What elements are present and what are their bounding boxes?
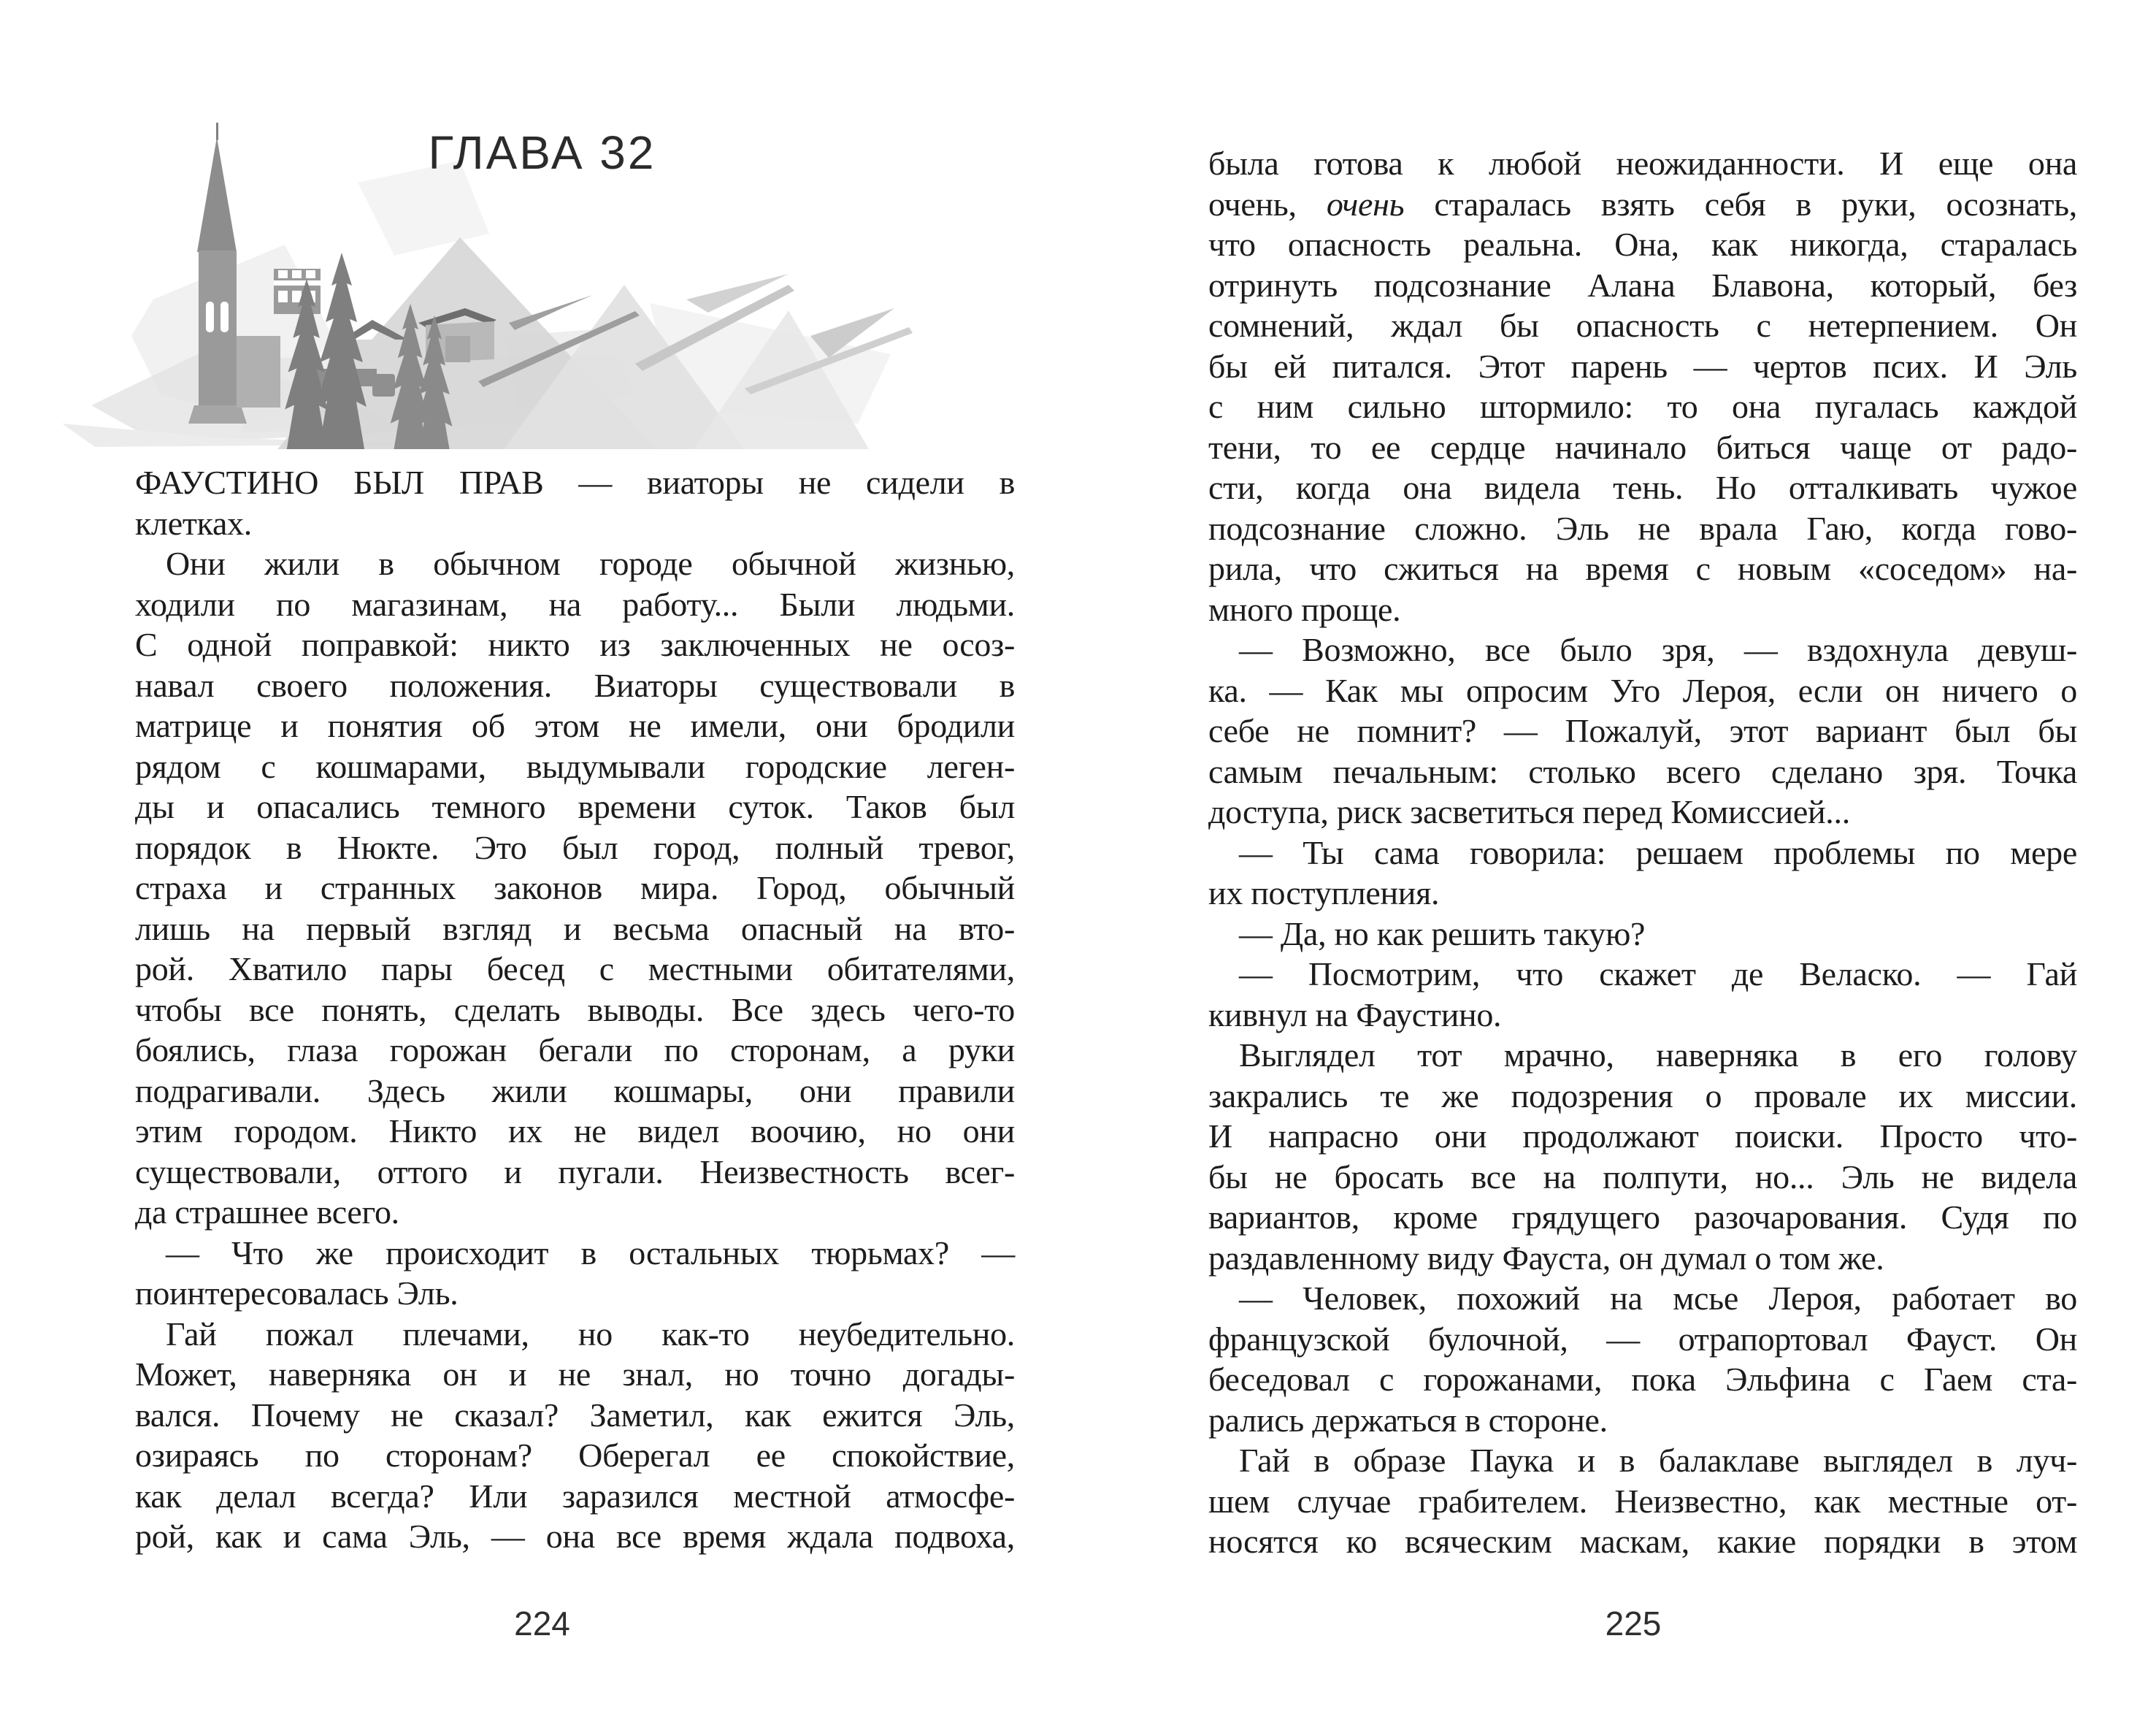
text-line: — Посмотрим, что скажет де Веласко. — Гай (1239, 955, 2077, 992)
text-line: И напрасно они продолжают поиски. Просто что- (1208, 1117, 2077, 1155)
text-line: закрались те же подозрения о провале их миссии. (1208, 1076, 2077, 1114)
text-line: тени, то ее сердце начинало биться чаще от радо- (1208, 428, 2077, 466)
text-line: чтобы все понять, сделать выводы. Все здесь чего-то (135, 990, 1015, 1028)
text-line: самым печальным: столько всего сделано зря. Точка (1208, 752, 2077, 790)
text-line: — Ты сама говорила: решаем проблемы по мере (1239, 833, 2077, 871)
text-line: ды и опасались темного времени суток. Таков был (135, 788, 1015, 825)
text-line: клетках. (135, 504, 252, 542)
text-line: лишь на первый взгляд и весьма опасный на вто- (135, 909, 1015, 947)
text-line: этим городом. Никто их не видел воочию, но они (135, 1112, 1015, 1150)
text-line: раздавленному виду Фауста, он думал о том же. (1208, 1239, 1884, 1277)
text-line: была готова к любой неожиданности. И еще она (1208, 145, 2077, 182)
text-line: да страшнее всего. (135, 1193, 399, 1231)
text-line: подсознание сложно. Эль не врала Гаю, когда гово- (1208, 509, 2077, 547)
text-line: бы ей питался. Этот парень — чертов псих. И Эль (1208, 347, 2077, 385)
text-line: — Да, но как решить такую? (1239, 914, 1646, 952)
page-right (1078, 0, 2156, 1725)
text-line: Они жили в обычном городе обычной жизнью, (166, 545, 1015, 582)
text-line: — Что же происходит в остальных тюрьмах? — (166, 1233, 1015, 1271)
text-line: подрагивали. Здесь жили кошмары, они правили (135, 1071, 1015, 1109)
text-line: очень, очень старалась взять себя в руки, осознать, (1208, 185, 2077, 223)
text-line: себе не помнит? — Пожалуй, этот вариант был бы (1208, 712, 2077, 749)
text-line: существовали, оттого и пугали. Неизвестность всег- (135, 1152, 1015, 1190)
chapter-heading: ГЛАВА 32 (428, 126, 656, 179)
text-line: Выглядел тот мрачно, наверняка в его голову (1239, 1036, 2077, 1074)
text-line: рядом с кошмарами, выдумывали городские леген- (135, 747, 1015, 785)
text-line: вался. Почему не сказал? Заметил, как ежится Эль, (135, 1396, 1015, 1434)
text-line: Гай пожал плечами, но как-то неубедительно. (166, 1315, 1015, 1353)
page-number-left: 224 (514, 1604, 570, 1642)
text-line: сомнений, ждал бы опасность с нетерпением. Он (1208, 307, 2077, 344)
text-line: носятся ко всяческим маскам, какие порядки в этом (1208, 1523, 2077, 1560)
text-line: бы не бросать все на полпути, но... Эль не видела (1208, 1158, 2077, 1196)
text-line: рой. Хватило пары бесед с местными обитателями, (135, 950, 1015, 987)
text-line: их поступления. (1208, 874, 1440, 911)
text-line: что опасность реальна. Она, как никогда, старалась (1208, 226, 2077, 263)
text-line: боялись, глаза горожан бегали по сторонам, а руки (135, 1031, 1015, 1068)
page-left-text (135, 462, 1015, 1557)
text-line: с ним сильно штормило: то она пугалась каждой (1208, 388, 2077, 425)
text-line: страха и странных законов мира. Город, обычный (135, 869, 1015, 906)
text-line: шем случае грабителем. Неизвестно, как местные от- (1208, 1482, 2077, 1520)
text-line: кивнул на Фаустино. (1208, 995, 1502, 1033)
text-line: ходили по магазинам, на работу... Были людьми. (135, 585, 1015, 623)
text-line: ФАУСТИНО БЫЛ ПРАВ — виаторы не сидели в (135, 464, 1015, 501)
text-line: матрице и понятия об этом не имели, они бродили (135, 707, 1015, 744)
text-line: озираясь по сторонам? Оберегал ее спокойствие, (135, 1437, 1015, 1474)
text-line: отринуть подсознание Алана Блавона, который, без (1208, 266, 2077, 304)
page-number-right: 225 (1605, 1604, 1662, 1642)
text-line: французской булочной, — отрапортовал Фауст. Он (1208, 1320, 2077, 1358)
text-line: как делал всегда? Или заразился местной атмосфе- (135, 1477, 1015, 1515)
text-line: беседовал с горожанами, пока Эльфина с Гаем ста- (1208, 1361, 2077, 1398)
text-line: поинтересовалась Эль. (135, 1274, 459, 1312)
text-line: С одной поправкой: никто из заключенных не осоз- (135, 626, 1015, 663)
text-line: сти, когда она видела тень. Но отталкивать чужое (1208, 469, 2077, 506)
text-line: рались держаться в стороне. (1208, 1401, 1608, 1439)
text-line: ка. — Как мы опросим Уго Лероя, если он ничего о (1208, 671, 2077, 709)
text-line: много проще. (1208, 590, 1401, 628)
text-line: — Возможно, все было зря, — вздохнула девуш- (1239, 631, 2077, 668)
text-line: Гай в образе Паука и в балаклаве выглядел в луч- (1239, 1442, 2077, 1479)
text-line: Может, наверняка он и не знал, но точно догады- (135, 1355, 1015, 1393)
text-line: навал своего положения. Виаторы существовали в (135, 666, 1015, 704)
text-line: порядок в Нюкте. Это был город, полный тревог, (135, 828, 1015, 866)
text-line: рила, что сжиться на время с новым «соседом» на- (1208, 550, 2077, 587)
text-line: вариантов, кроме грядущего разочарования. Судя по (1208, 1198, 2077, 1236)
text-line: — Человек, похожий на мсье Лероя, работает во (1239, 1280, 2077, 1317)
text-line: доступа, риск засветиться перед Комиссией... (1208, 793, 1850, 830)
page-right-text (1208, 143, 2077, 1562)
text-line: рой, как и сама Эль, — она все время ждала подвоха, (135, 1518, 1015, 1555)
